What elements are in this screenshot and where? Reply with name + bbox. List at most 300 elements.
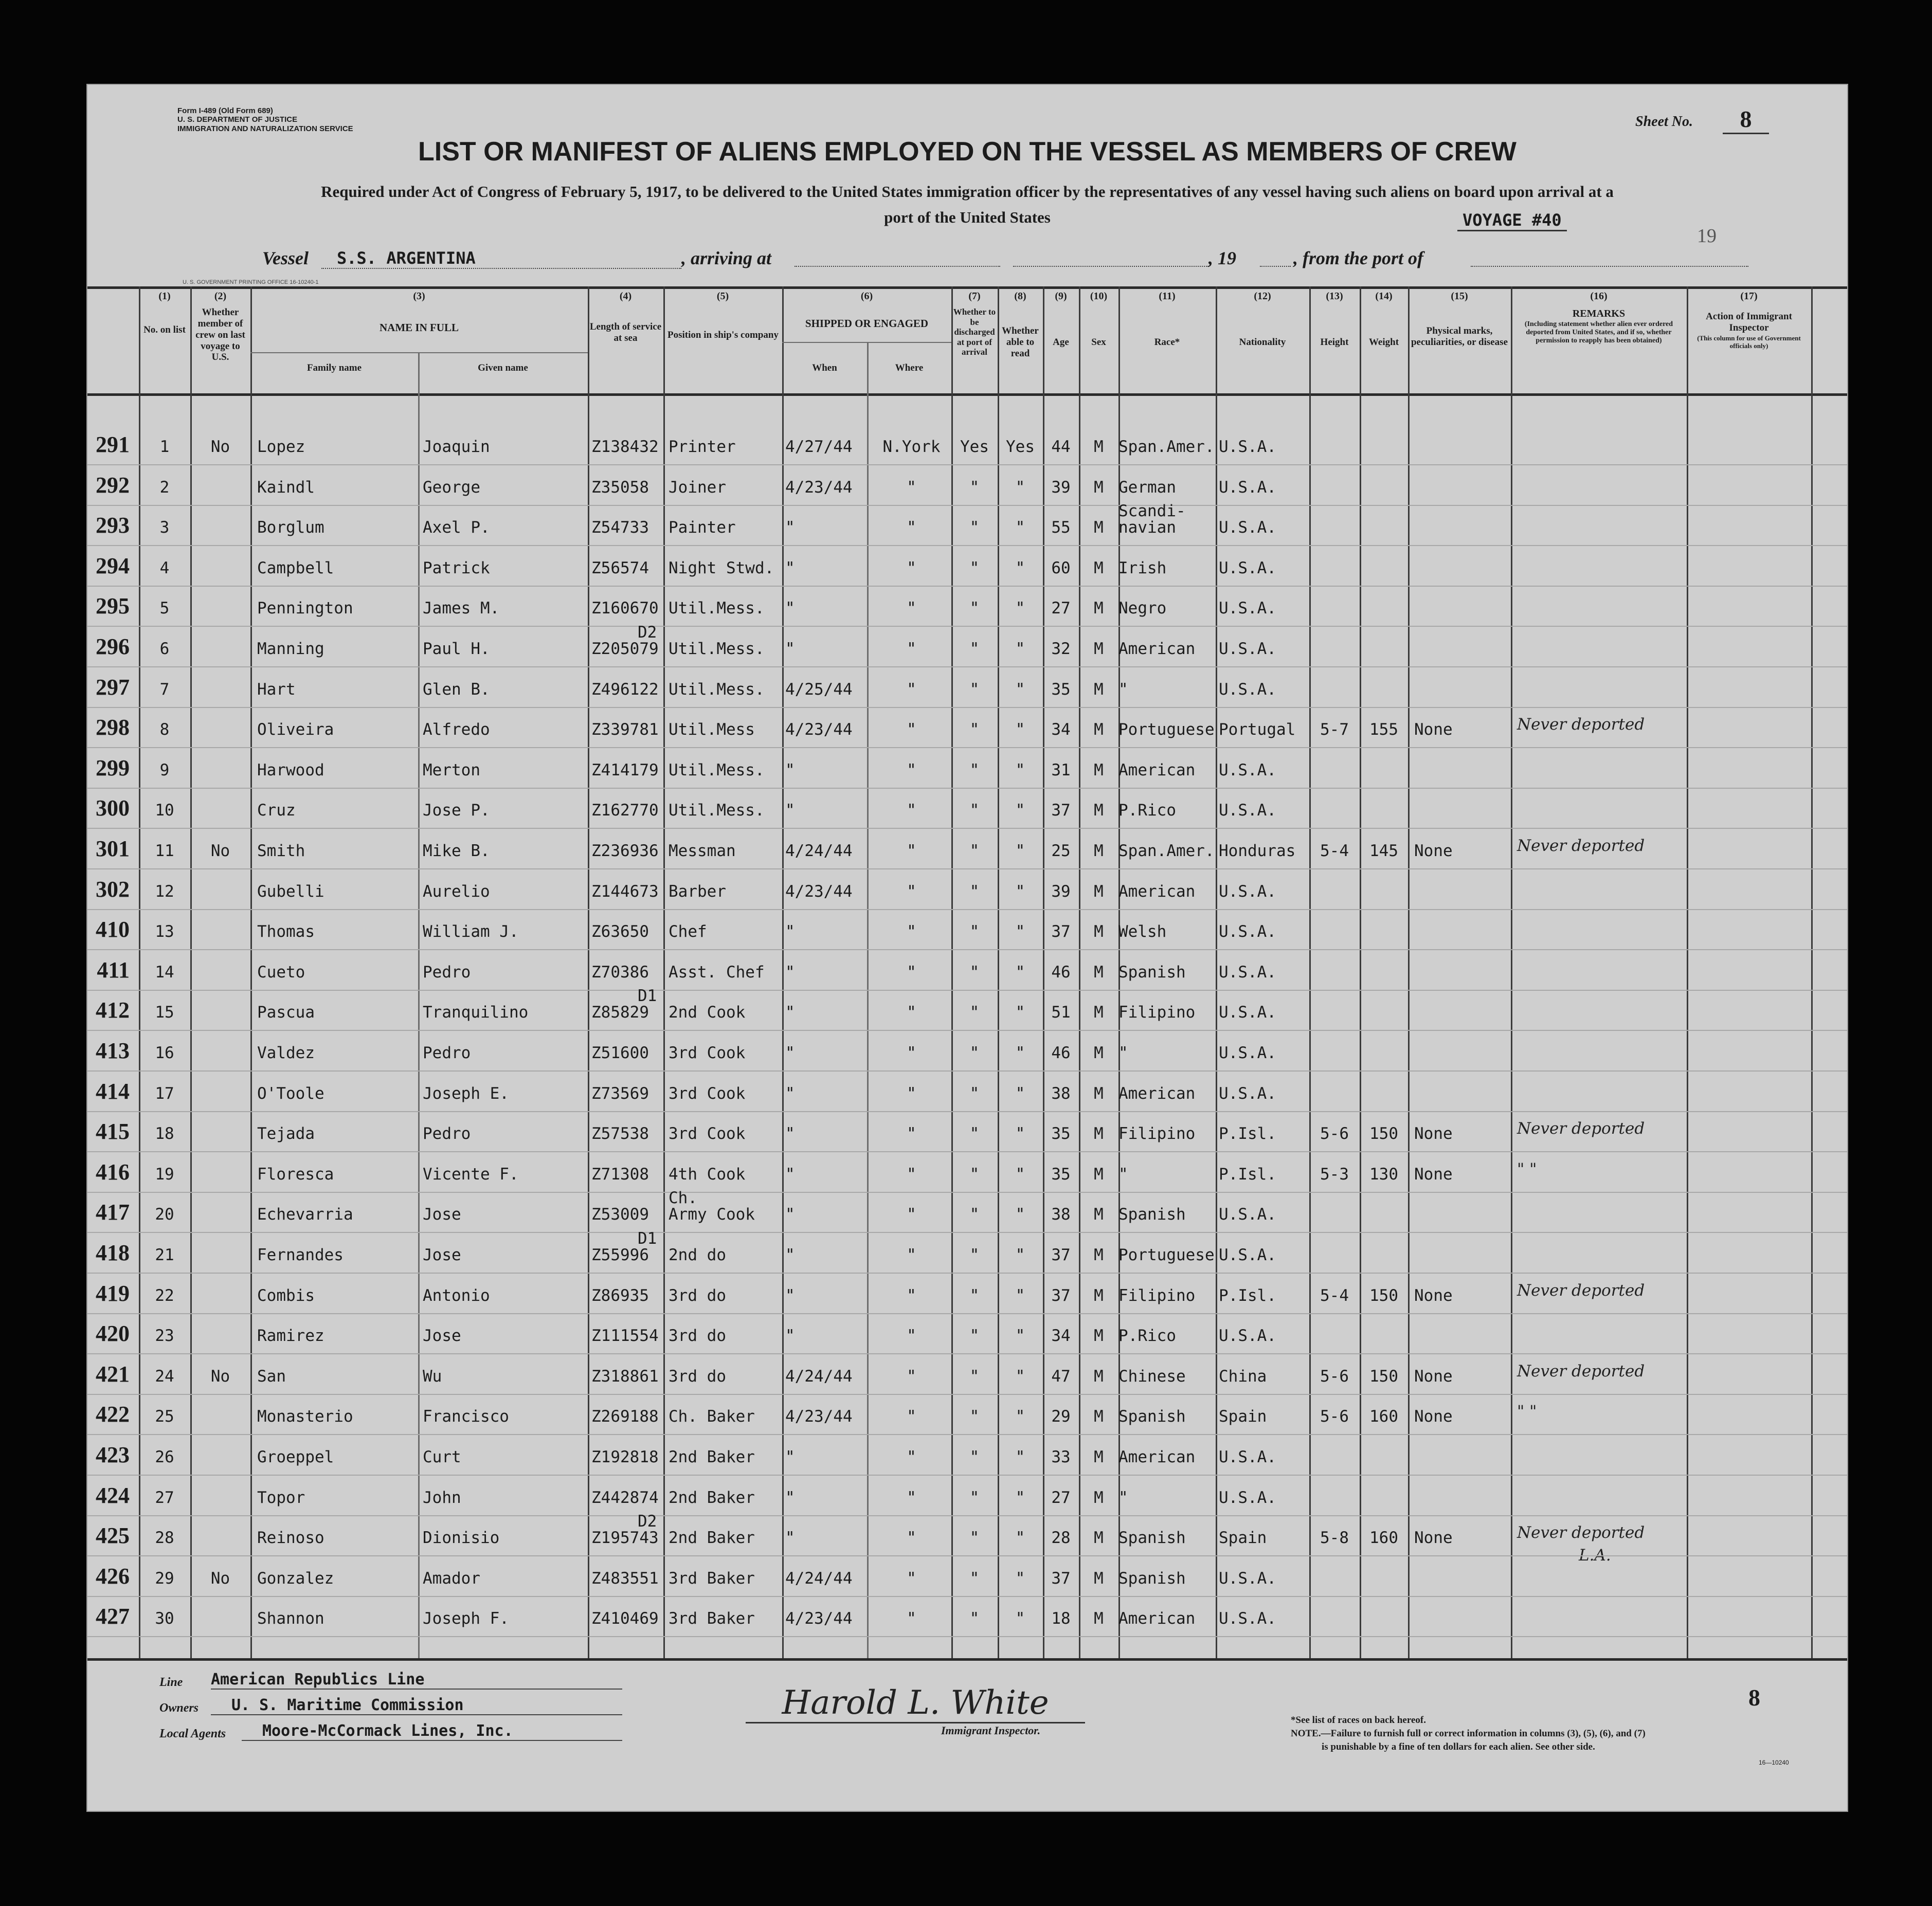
service-number-cell: Z192818 — [591, 1448, 659, 1466]
shipped-sub-rule — [782, 342, 951, 343]
given-name-cell: Jose — [423, 1246, 461, 1264]
discharged-cell: " — [969, 478, 980, 497]
col-header-where: Where — [895, 362, 924, 373]
nationality-cell: U.S.A. — [1219, 1448, 1276, 1466]
discharged-cell: " — [969, 1569, 980, 1588]
family-name-cell: Smith — [257, 842, 305, 860]
able-to-read-cell: " — [1015, 1286, 1025, 1305]
able-to-read-cell: " — [1015, 478, 1025, 497]
able-to-read-cell: " — [1015, 1407, 1025, 1426]
race-cell: Spanish — [1118, 963, 1186, 982]
shipped-where-cell: " — [907, 842, 916, 860]
age-cell: 35 — [1051, 680, 1071, 699]
row-number: 8 — [159, 720, 170, 739]
col-rule — [1309, 286, 1311, 1658]
row-number: 13 — [155, 922, 174, 941]
col-number: (6) — [860, 291, 873, 302]
sex-cell: M — [1094, 1003, 1104, 1022]
race-cell: Filipino — [1118, 1286, 1196, 1305]
sex-cell: M — [1094, 478, 1104, 497]
owners-value: U. S. Maritime Commission — [211, 1696, 622, 1715]
race-cell: Spanish — [1118, 1529, 1186, 1548]
given-name-cell: Glen B. — [423, 680, 490, 699]
col-number: (1) — [158, 291, 171, 302]
row-rule — [87, 1313, 1847, 1314]
family-name-cell: Shannon — [257, 1609, 324, 1628]
row-number: 23 — [155, 1327, 174, 1346]
age-cell: 25 — [1051, 842, 1071, 860]
row-rule — [87, 1070, 1847, 1072]
nationality-cell: U.S.A. — [1219, 922, 1276, 941]
col-number: (4) — [619, 291, 632, 302]
ledger-number: 413 — [96, 1038, 130, 1063]
row-rule — [87, 788, 1847, 789]
shipped-where-cell: " — [907, 1367, 916, 1386]
able-to-read-cell: " — [1015, 842, 1025, 860]
shipped-when-cell: 4/23/44 — [785, 720, 853, 739]
able-to-read-cell: " — [1015, 518, 1025, 537]
given-name-cell: Curt — [423, 1448, 461, 1466]
race-cell: American — [1118, 1448, 1196, 1466]
ledger-number: 294 — [96, 553, 130, 578]
service-number-cell: Z410469 — [591, 1609, 659, 1628]
family-name-cell: Kaindl — [257, 478, 315, 497]
shipped-where-cell: " — [907, 640, 916, 658]
ledger-number: 421 — [96, 1361, 130, 1387]
shipped-where-cell: N.York — [882, 438, 941, 456]
discharged-cell: " — [969, 1286, 980, 1305]
weight-cell: 150 — [1369, 1286, 1398, 1305]
shipped-when-cell: 4/23/44 — [785, 882, 853, 901]
given-name-cell: John — [423, 1488, 461, 1507]
race-cell: Filipino — [1118, 1124, 1196, 1143]
col-number: (16) — [1590, 291, 1608, 302]
col-header-age: Age — [1053, 337, 1069, 348]
family-name-cell: Manning — [257, 640, 324, 658]
nationality-cell: U.S.A. — [1219, 760, 1276, 779]
discharged-cell: " — [969, 922, 980, 941]
row-number: 25 — [155, 1407, 174, 1426]
name-sub-rule — [250, 352, 588, 353]
physical-marks-cell: None — [1414, 842, 1453, 860]
given-name-cell: Aurelio — [423, 882, 490, 901]
ledger-number: 416 — [96, 1159, 130, 1185]
remarks-cell: " " — [1517, 1159, 1537, 1178]
discharged-cell: " — [969, 882, 980, 901]
remarks-cell: Never deported — [1517, 1523, 1645, 1542]
position-cell: 2nd do — [669, 1246, 726, 1264]
shipped-where-cell: " — [907, 1327, 916, 1346]
col-header-position: Position in ship's company — [667, 330, 779, 340]
from-port-label: , from the port of — [1293, 248, 1424, 268]
row-rule — [87, 1353, 1847, 1354]
row-number: 15 — [155, 1003, 174, 1022]
age-cell: 29 — [1051, 1407, 1071, 1426]
nationality-cell: U.S.A. — [1219, 1003, 1276, 1022]
shipped-when-cell: 4/24/44 — [785, 842, 853, 860]
race-cell: Spanish — [1118, 1205, 1186, 1224]
col-rule — [867, 342, 869, 1658]
service-number-cell: Z73569 — [591, 1084, 649, 1103]
col-rule — [190, 286, 192, 1658]
height-cell: 5-6 — [1320, 1407, 1349, 1426]
race-cell: Span.Amer. — [1118, 438, 1215, 456]
shipped-where-cell: " — [907, 760, 916, 779]
shipped-where-cell: " — [907, 1569, 916, 1588]
able-to-read-cell: " — [1015, 1367, 1025, 1386]
given-name-cell: Francisco — [423, 1407, 509, 1426]
col-number: (8) — [1014, 291, 1026, 302]
nationality-cell: U.S.A. — [1219, 1569, 1276, 1588]
row-rule — [87, 909, 1847, 910]
discharged-cell: " — [969, 680, 980, 699]
position-cell: Night Stwd. — [669, 558, 774, 577]
discharged-cell: " — [969, 1084, 980, 1103]
race-cell: " — [1118, 1044, 1128, 1062]
sex-cell: M — [1094, 438, 1104, 456]
sex-cell: M — [1094, 680, 1104, 699]
position-cell: Util.Mess. — [669, 599, 765, 618]
discharged-cell: " — [969, 640, 980, 658]
manifest-sheet — [86, 84, 1848, 1812]
remarks-cell: Never deported — [1517, 1281, 1645, 1300]
age-cell: 37 — [1051, 922, 1071, 941]
line-label: Line — [159, 1676, 183, 1689]
ledger-number: 418 — [96, 1240, 130, 1265]
physical-marks-cell: None — [1414, 1286, 1453, 1305]
service-number-cell: Z162770 — [591, 801, 659, 820]
service-number-cell: Z70386 — [591, 963, 649, 982]
race-cell: Negro — [1118, 599, 1167, 618]
col-number: (3) — [413, 291, 425, 302]
voyage-number: VOYAGE #40 — [1457, 210, 1567, 231]
col-number: (9) — [1055, 291, 1067, 302]
sex-cell: M — [1094, 599, 1104, 618]
nationality-cell: P.Isl. — [1219, 1124, 1276, 1143]
family-name-cell: O'Toole — [257, 1084, 324, 1103]
sheet-number-label: Sheet No. — [1635, 114, 1693, 130]
col-number: (14) — [1375, 291, 1393, 302]
given-name-cell: Tranquilino — [423, 1003, 529, 1022]
race-cell: Portuguese — [1118, 720, 1215, 739]
ledger-number: 300 — [96, 795, 130, 821]
col-header-discharged: Whether to be discharged at port of arrival — [953, 307, 996, 357]
date-blank — [1013, 266, 1208, 267]
col-number: (5) — [716, 291, 729, 302]
service-number-cell: Z51600 — [591, 1044, 649, 1062]
race-cell: Span.Amer. — [1118, 842, 1215, 860]
given-name-cell: George — [423, 478, 480, 497]
race-cell: navian — [1118, 518, 1176, 537]
family-name-cell: Borglum — [257, 518, 324, 537]
shipped-where-cell: " — [907, 1205, 916, 1224]
able-to-read-cell: " — [1015, 1205, 1025, 1224]
family-name-cell: Echevarria — [257, 1205, 353, 1224]
family-name-cell: Combis — [257, 1286, 315, 1305]
footer-page-number: 8 — [1748, 1684, 1760, 1711]
col-number: (11) — [1159, 291, 1176, 302]
position-cell: Util.Mess. — [669, 640, 765, 658]
row-number: 30 — [155, 1609, 174, 1628]
given-name-cell: Patrick — [423, 558, 490, 577]
row-rule — [87, 464, 1847, 465]
discharged-cell: " — [969, 720, 980, 739]
shipped-where-cell: " — [907, 1609, 916, 1628]
shipped-when-cell: " — [785, 1205, 795, 1224]
row-number: 18 — [155, 1124, 174, 1143]
nationality-cell: U.S.A. — [1219, 1084, 1276, 1103]
race-cell: American — [1118, 882, 1196, 901]
position-cell: Painter — [669, 518, 736, 537]
sex-cell: M — [1094, 1569, 1104, 1588]
physical-marks-cell: None — [1414, 1367, 1453, 1386]
shipped-when-cell: " — [785, 1246, 795, 1264]
ledger-number: 293 — [96, 513, 130, 538]
header-top-rule — [87, 286, 1847, 289]
col-number: (13) — [1326, 291, 1343, 302]
row-rule — [87, 1394, 1847, 1395]
ledger-number: 296 — [96, 634, 130, 659]
shipped-when-cell: 4/25/44 — [785, 680, 853, 699]
discharged-cell: " — [969, 1124, 980, 1143]
shipped-where-cell: " — [907, 963, 916, 982]
col-rule — [663, 286, 665, 1658]
age-cell: 38 — [1051, 1084, 1071, 1103]
family-name-cell: Thomas — [257, 922, 315, 941]
col-header-length-of-service: Length of service at sea — [589, 321, 662, 343]
shipped-where-cell: " — [907, 1407, 916, 1426]
given-name-cell: Alfredo — [423, 720, 490, 739]
position-cell: Util.Mess — [669, 720, 755, 739]
row-rule — [87, 1434, 1847, 1435]
row-rule — [87, 1232, 1847, 1233]
owners-label: Owners — [159, 1701, 199, 1715]
able-to-read-cell: " — [1015, 1448, 1025, 1466]
printing-office: U. S. GOVERNMENT PRINTING OFFICE 16-10240-1 — [183, 279, 319, 285]
vessel-label: Vessel — [262, 248, 309, 268]
sex-cell: M — [1094, 518, 1104, 537]
nationality-cell: Spain — [1219, 1529, 1267, 1548]
arriving-label: , arriving at — [681, 248, 772, 268]
race-cell: Spanish — [1118, 1407, 1186, 1426]
age-cell: 38 — [1051, 1205, 1071, 1224]
discharged-cell: " — [969, 1246, 980, 1264]
nationality-cell: U.S.A. — [1219, 558, 1276, 577]
service-number-cell: Z269188 — [591, 1407, 659, 1426]
service-number-cell: Z63650 — [591, 922, 649, 941]
row-number: 28 — [155, 1529, 174, 1548]
position-cell: 3rd Baker — [669, 1609, 755, 1628]
sex-cell: M — [1094, 1205, 1104, 1224]
form-service: IMMIGRATION AND NATURALIZATION SERVICE — [177, 124, 353, 133]
discharged-cell: " — [969, 1003, 980, 1022]
row-number: 27 — [155, 1488, 174, 1507]
position-cell: 4th Cook — [669, 1165, 746, 1184]
weight-cell: 160 — [1369, 1407, 1398, 1426]
age-cell: 55 — [1051, 518, 1071, 537]
shipped-when-cell: " — [785, 1327, 795, 1346]
shipped-when-cell: " — [785, 922, 795, 941]
remarks-cell: Never deported — [1517, 715, 1645, 734]
remarks-cell: Never deported — [1517, 837, 1645, 855]
col-header-able-to-read: Whether able to read — [1002, 325, 1039, 359]
sex-cell: M — [1094, 760, 1104, 779]
col-header-when: When — [812, 362, 837, 373]
discharged-cell: " — [969, 1488, 980, 1507]
col-rule — [1687, 286, 1688, 1658]
col-rule — [588, 286, 589, 1658]
sex-cell: M — [1094, 640, 1104, 658]
shipped-when-cell: 4/23/44 — [785, 478, 853, 497]
ledger-number: 298 — [96, 715, 130, 740]
col-header-given-name: Given name — [478, 362, 528, 373]
race-cell: P.Rico — [1118, 801, 1176, 820]
height-cell: 5-8 — [1320, 1529, 1349, 1548]
given-name-cell: Jose — [423, 1327, 461, 1346]
height-cell: 5-3 — [1320, 1165, 1349, 1184]
position-cell: Joiner — [669, 478, 726, 497]
service-number-cell: Z35058 — [591, 478, 649, 497]
shipped-when-cell: " — [785, 963, 795, 982]
family-name-cell: Cruz — [257, 801, 296, 820]
service-number-note: D2 — [638, 623, 657, 642]
family-name-cell: San — [257, 1367, 286, 1386]
race-cell: " — [1118, 1488, 1128, 1507]
ledger-number: 412 — [96, 997, 130, 1023]
discharged-cell: " — [969, 801, 980, 820]
age-cell: 18 — [1051, 1609, 1071, 1628]
age-cell: 46 — [1051, 963, 1071, 982]
col-rule — [1408, 286, 1410, 1658]
nationality-cell: China — [1219, 1367, 1267, 1386]
row-rule — [87, 1192, 1847, 1193]
discharged-cell: " — [969, 1529, 980, 1548]
nationality-cell: U.S.A. — [1219, 640, 1276, 658]
family-name-cell: Harwood — [257, 760, 324, 779]
able-to-read-cell: " — [1015, 1569, 1025, 1588]
vessel-name: S.S. ARGENTINA — [321, 248, 681, 269]
age-cell: 28 — [1051, 1529, 1071, 1548]
service-number-cell: Z483551 — [591, 1569, 659, 1588]
shipped-where-cell: " — [907, 1124, 916, 1143]
able-to-read-cell: " — [1015, 1246, 1025, 1264]
able-to-read-cell: " — [1015, 760, 1025, 779]
note-penalty-2: is punishable by a fine of ten dollars for each alien. See other side. — [1322, 1741, 1595, 1752]
nationality-cell: U.S.A. — [1219, 438, 1276, 456]
weight-cell: 155 — [1369, 720, 1398, 739]
shipped-when-cell: 4/24/44 — [785, 1367, 853, 1386]
shipped-when-cell: 4/23/44 — [785, 1609, 853, 1628]
height-cell: 5-6 — [1320, 1124, 1349, 1143]
header-bottom-rule — [87, 393, 1847, 396]
row-rule — [87, 949, 1847, 950]
able-to-read-cell: Yes — [1006, 438, 1035, 456]
ledger-number: 426 — [96, 1563, 130, 1589]
shipped-when-cell: " — [785, 558, 795, 577]
row-number: 10 — [155, 801, 174, 820]
remarks-cell: " " — [1517, 1402, 1537, 1421]
position-cell: 2nd Baker — [669, 1488, 755, 1507]
race-cell: " — [1118, 680, 1128, 699]
shipped-when-cell: " — [785, 1529, 795, 1548]
position-cell: Barber — [669, 882, 726, 901]
shipped-where-cell: " — [907, 1165, 916, 1184]
weight-cell: 150 — [1369, 1124, 1398, 1143]
given-name-cell: Joseph E. — [423, 1084, 509, 1103]
col-number: (12) — [1254, 291, 1271, 302]
sex-cell: M — [1094, 801, 1104, 820]
col-number: (2) — [214, 291, 227, 302]
position-cell: 3rd Baker — [669, 1569, 755, 1588]
col-header-remarks: REMARKS — [1572, 308, 1626, 319]
age-cell: 33 — [1051, 1448, 1071, 1466]
col-number: (10) — [1090, 291, 1108, 302]
sex-cell: M — [1094, 1124, 1104, 1143]
ledger-number: 415 — [96, 1119, 130, 1145]
service-number-cell: Z442874 — [591, 1488, 659, 1507]
sex-cell: M — [1094, 963, 1104, 982]
able-to-read-cell: " — [1015, 599, 1025, 618]
able-to-read-cell: " — [1015, 1084, 1025, 1103]
service-number-cell: Z318861 — [591, 1367, 659, 1386]
family-name-cell: Topor — [257, 1488, 305, 1507]
nationality-cell: U.S.A. — [1219, 1327, 1276, 1346]
nationality-cell: U.S.A. — [1219, 478, 1276, 497]
from-port-blank — [1471, 266, 1748, 267]
shipped-when-cell: " — [785, 801, 795, 820]
race-note: Scandi- — [1118, 502, 1186, 521]
service-number-note: D1 — [638, 1229, 657, 1248]
ledger-number: 427 — [96, 1604, 130, 1629]
weight-cell: 145 — [1369, 842, 1398, 860]
row-number: 24 — [155, 1367, 174, 1386]
nationality-cell: U.S.A. — [1219, 1609, 1276, 1628]
nationality-cell: Portugal — [1219, 720, 1296, 739]
race-cell: Welsh — [1118, 922, 1167, 941]
family-name-cell: Hart — [257, 680, 296, 699]
able-to-read-cell: " — [1015, 922, 1025, 941]
able-to-read-cell: " — [1015, 640, 1025, 658]
family-name-cell: Fernandes — [257, 1246, 344, 1264]
nationality-cell: U.S.A. — [1219, 882, 1276, 901]
given-name-cell: Axel P. — [423, 518, 490, 537]
row-rule — [87, 1475, 1847, 1476]
race-cell: Chinese — [1118, 1367, 1186, 1386]
height-cell: 5-7 — [1320, 720, 1349, 739]
last-voyage-cell: No — [210, 438, 230, 456]
nationality-cell: U.S.A. — [1219, 518, 1276, 537]
race-cell: P.Rico — [1118, 1327, 1176, 1346]
service-number-cell: Z195743 — [591, 1529, 659, 1548]
service-number-cell: Z414179 — [591, 760, 659, 779]
discharged-cell: " — [969, 1367, 980, 1386]
sex-cell: M — [1094, 1367, 1104, 1386]
given-name-cell: Pedro — [423, 963, 471, 982]
note-races: *See list of races on back hereof. — [1291, 1715, 1426, 1726]
sheet-number: 8 — [1723, 105, 1769, 134]
col-header-race: Race* — [1154, 337, 1180, 348]
shipped-where-cell: " — [907, 1084, 916, 1103]
shipped-when-cell: " — [785, 518, 795, 537]
nationality-cell: U.S.A. — [1219, 1246, 1276, 1264]
row-rule — [87, 626, 1847, 627]
shipped-when-cell: " — [785, 1488, 795, 1507]
shipped-where-cell: " — [907, 882, 916, 901]
given-name-cell: Merton — [423, 760, 480, 779]
col-header-physical-marks: Physical marks, peculiarities, or disease — [1411, 325, 1508, 348]
position-cell: Asst. Chef — [669, 963, 765, 982]
ledger-number: 299 — [96, 755, 130, 780]
